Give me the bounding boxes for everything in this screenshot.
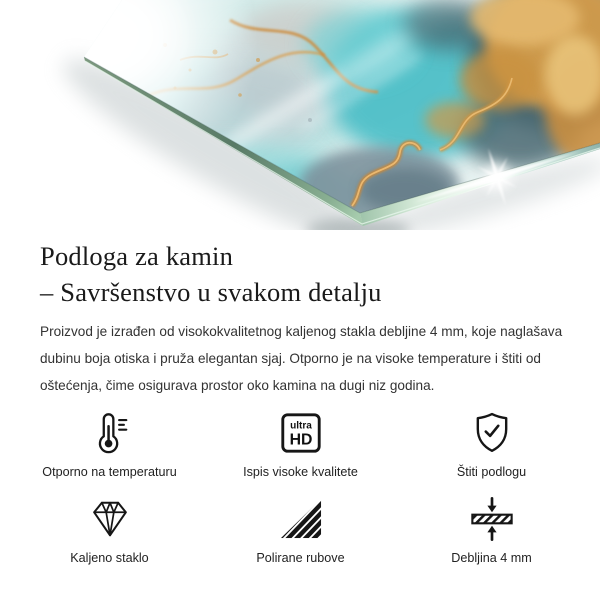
feature-label: Debljina 4 mm bbox=[451, 551, 532, 565]
feature-label: Polirane rubove bbox=[256, 551, 345, 565]
title-line-2: – Savršenstvo u svakom detalju bbox=[40, 277, 382, 307]
feature-temperature bbox=[14, 409, 205, 480]
polished-edges-icon bbox=[278, 495, 324, 542]
feature-print-quality bbox=[205, 409, 396, 480]
thickness-press-icon bbox=[469, 495, 515, 542]
product-description: Proizvod je izrađen od visokokvalitetnog kaljenog stakla debljine 4 mm, koje naglašava dubinu boja otiska i pruža elegantan sjaj. Otporno je na visoke temperature i štiti od oštećenja, čime osigurava prostor oko kamina na dugi niz godina. bbox=[40, 324, 563, 393]
thermometer-icon bbox=[87, 409, 133, 456]
shield-check-icon bbox=[469, 409, 515, 456]
page-title bbox=[40, 238, 570, 310]
glass-panel-artwork bbox=[0, 0, 600, 230]
feature-tempered-glass bbox=[14, 495, 205, 566]
feature-label: Otporno na temperaturu bbox=[42, 465, 177, 479]
svg-text:HD: HD bbox=[289, 431, 312, 448]
product-image bbox=[0, 0, 600, 230]
feature-protection bbox=[396, 409, 587, 480]
title-line-1: Podloga za kamin bbox=[40, 241, 234, 271]
feature-grid bbox=[14, 409, 587, 566]
svg-text:ultra: ultra bbox=[289, 420, 312, 432]
diamond-icon bbox=[87, 495, 133, 542]
feature-label: Ispis visoke kvalitete bbox=[243, 465, 358, 479]
ultra-hd-icon bbox=[278, 409, 324, 456]
product-info-section bbox=[0, 238, 600, 566]
feature-label: Kaljeno staklo bbox=[70, 551, 149, 565]
feature-label: Štiti podlogu bbox=[456, 465, 527, 479]
feature-thickness bbox=[396, 495, 587, 566]
feature-polished-edges bbox=[205, 495, 396, 566]
